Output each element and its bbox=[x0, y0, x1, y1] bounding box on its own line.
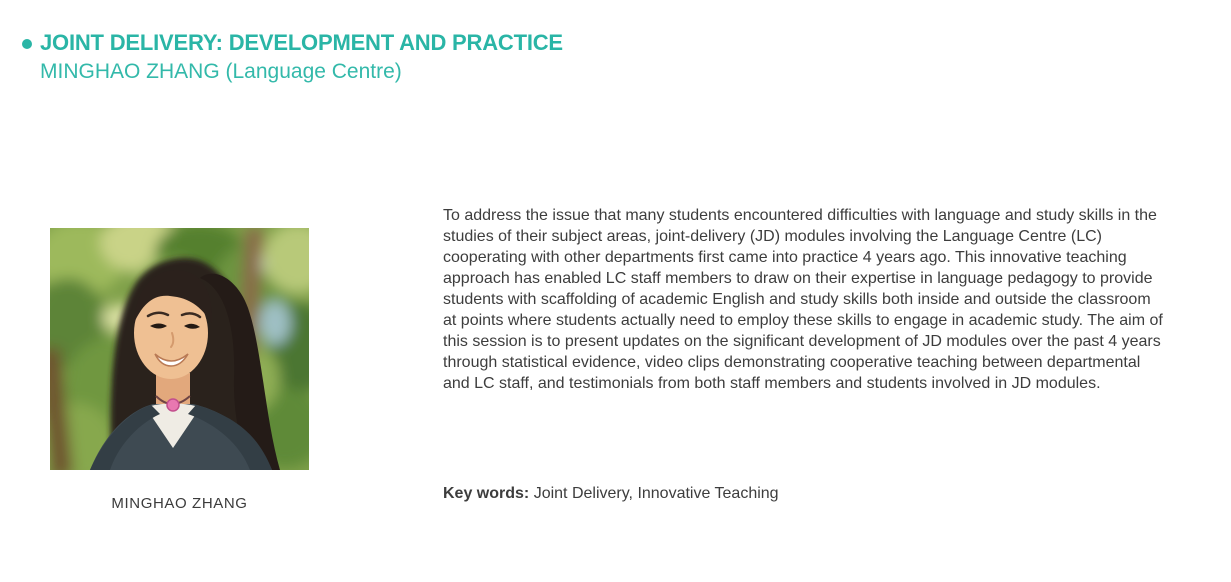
abstract-body-text: To address the issue that many students encountered difficulties with language and study skills in the studies of their subject areas, joint-delivery (JD) modules involving the Language Centre (LC) cooperating with other departments first came into practice 4 years ago. This innovative teaching approach has enabled LC staff members to draw on their expertise in language pedagogy to provide students with scaffolding of academic English and study skills both inside and outside the classroom at points where students actually need to employ these skills to engage in academic study. The aim of this session is to present updates on the significant development of JD modules over the past 4 years through statistical evidence, video clips demonstrating cooperative teaching between departmental and LC staff, and testimonials from both staff members and students involved in JD modules. bbox=[443, 207, 1163, 392]
keywords-label: Key words: bbox=[443, 485, 530, 502]
speaker-photo-graphic bbox=[50, 228, 309, 470]
keywords-value: Joint Delivery, Innovative Teaching bbox=[533, 485, 779, 502]
speaker-name-subtitle: MINGHAO ZHANG (Language Centre) bbox=[40, 60, 402, 83]
session-title: JOINT DELIVERY: DEVELOPMENT AND PRACTICE bbox=[40, 30, 563, 55]
bullet-icon bbox=[22, 39, 32, 49]
speaker-photo bbox=[50, 228, 309, 470]
keywords-line bbox=[443, 483, 779, 504]
photo-caption: MINGHAO ZHANG bbox=[111, 495, 248, 512]
